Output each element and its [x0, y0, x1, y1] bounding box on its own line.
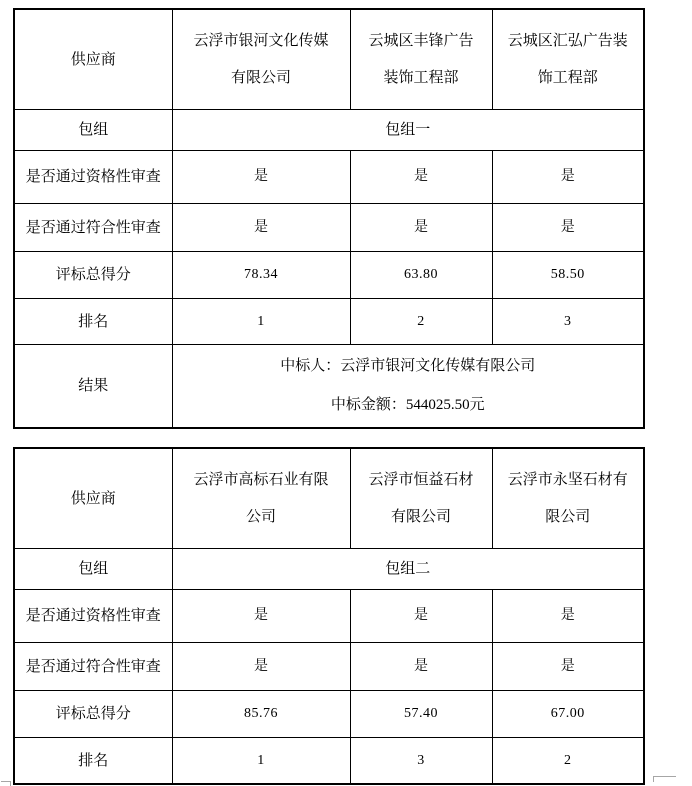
result-amount-line: 中标金额：544025.50元 [330, 397, 485, 413]
table-row-result [14, 345, 644, 429]
row-label-package: 包组 [14, 110, 172, 151]
row-label-score: 评标总得分 [14, 252, 172, 299]
row-label-score: 评标总得分 [14, 691, 172, 738]
score-value-cell: 78.34 [172, 252, 350, 299]
package-value-cell: 包组二 [172, 549, 644, 590]
row-label-rank: 排名 [14, 299, 172, 345]
row-label-supplier: 供应商 [14, 448, 172, 549]
rank-value-cell: 2 [350, 299, 492, 345]
compliance-value-cell: 是 [492, 643, 644, 691]
score-value-cell: 67.00 [492, 691, 644, 738]
score-value-cell: 58.50 [492, 252, 644, 299]
bid-result-table-package1 [13, 8, 645, 429]
row-label-rank: 排名 [14, 738, 172, 785]
row-label-package: 包组 [14, 549, 172, 590]
rank-value-cell: 1 [172, 299, 350, 345]
table-row-supplier [14, 9, 644, 110]
score-value-cell: 85.76 [172, 691, 350, 738]
rank-value-cell: 1 [172, 738, 350, 785]
compliance-value-cell: 是 [172, 204, 350, 252]
row-label-qualification: 是否通过资格性审查 [14, 590, 172, 643]
supplier-name-cell: 云浮市银河文化传媒有限公司 [172, 9, 350, 110]
row-label-qualification: 是否通过资格性审查 [14, 151, 172, 204]
qualification-value-cell: 是 [172, 590, 350, 643]
table-row-package [14, 549, 644, 590]
table-row-compliance-review [14, 204, 644, 252]
table-row-supplier [14, 448, 644, 549]
qualification-value-cell: 是 [350, 590, 492, 643]
row-label-compliance: 是否通过符合性审查 [14, 204, 172, 252]
table-row-compliance-review [14, 643, 644, 691]
compliance-value-cell: 是 [172, 643, 350, 691]
table-row-total-score [14, 252, 644, 299]
package-value-cell: 包组一 [172, 110, 644, 151]
supplier-name-cell: 云浮市恒益石材有限公司 [350, 448, 492, 549]
table-row-rank [14, 738, 644, 785]
score-value-cell: 57.40 [350, 691, 492, 738]
row-label-supplier: 供应商 [14, 9, 172, 110]
table-row-qualification-review [14, 590, 644, 643]
table-row-qualification-review [14, 151, 644, 204]
rank-value-cell: 3 [492, 299, 644, 345]
result-winner-line: 中标人：云浮市银河文化传媒有限公司 [280, 358, 536, 374]
qualification-value-cell: 是 [172, 151, 350, 204]
supplier-name-cell: 云浮市永坚石材有限公司 [492, 448, 644, 549]
table-corner-handle-bottom-right [653, 776, 676, 782]
compliance-value-cell: 是 [350, 204, 492, 252]
rank-value-cell: 2 [492, 738, 644, 785]
compliance-value-cell: 是 [350, 643, 492, 691]
supplier-name-cell: 云城区汇弘广告装饰工程部 [492, 9, 644, 110]
qualification-value-cell: 是 [350, 151, 492, 204]
table-corner-handle-bottom-left [1, 781, 11, 786]
row-label-result: 结果 [14, 345, 172, 429]
score-value-cell: 63.80 [350, 252, 492, 299]
table-row-package [14, 110, 644, 151]
result-value-cell [172, 345, 644, 429]
supplier-name-cell: 云城区丰锋广告装饰工程部 [350, 9, 492, 110]
rank-value-cell: 3 [350, 738, 492, 785]
supplier-name-cell: 云浮市高标石业有限公司 [172, 448, 350, 549]
row-label-compliance: 是否通过符合性审查 [14, 643, 172, 691]
bid-result-table-package2 [13, 447, 645, 785]
table-row-total-score [14, 691, 644, 738]
compliance-value-cell: 是 [492, 204, 644, 252]
qualification-value-cell: 是 [492, 590, 644, 643]
table-row-rank [14, 299, 644, 345]
qualification-value-cell: 是 [492, 151, 644, 204]
